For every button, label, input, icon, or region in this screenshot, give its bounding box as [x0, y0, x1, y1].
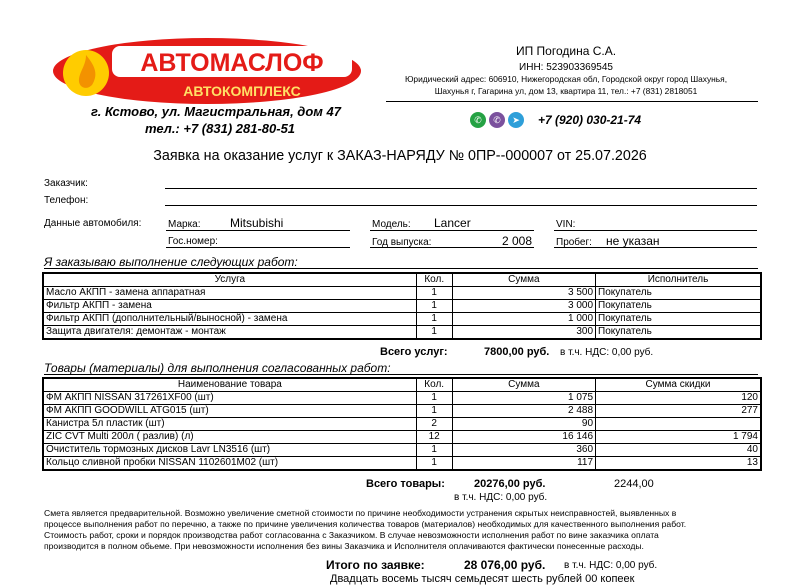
goods-table [42, 377, 762, 471]
table-row [43, 287, 761, 300]
goods-name: Кольцо сливной пробки NISSAN 1102601M02 (шт) [43, 457, 416, 471]
column-header: Сумма [452, 273, 595, 287]
company-name: ИП Погодина С.А. [515, 44, 617, 58]
goods-sum: 2 488 [452, 405, 595, 418]
grand-vat: в т.ч. НДС: 0,00 руб. [564, 560, 658, 571]
services-vat: в т.ч. НДС: 0,00 руб. [560, 347, 654, 358]
vin-label: VIN: [556, 219, 576, 230]
service-executor: Покупатель [596, 287, 761, 300]
viber-icon[interactable]: ✆ [489, 112, 505, 128]
make-label: Марка: [168, 219, 201, 230]
goods-name: ФМ АКПП GOODWILL ATG015 (шт) [43, 405, 416, 418]
logo-name: АВТОМАСЛОФ [140, 49, 324, 77]
goods-qty: 1 [416, 444, 452, 457]
telegram-icon[interactable]: ➤ [508, 112, 524, 128]
service-name: Защита двигателя: демонтаж - монтаж [43, 326, 416, 340]
table-row [43, 300, 761, 313]
goods-sum: 1 075 [452, 392, 595, 405]
goods-sum: 360 [452, 444, 595, 457]
service-qty: 1 [416, 300, 452, 313]
messenger-icons [470, 112, 524, 128]
table-row [43, 313, 761, 326]
service-sum: 1 000 [452, 313, 595, 326]
goods-heading: Товары (материалы) для выполнения согласованных работ: [44, 361, 391, 375]
services-total: 7800,00 руб. [484, 346, 550, 358]
goods-name: ФМ АКПП NISSAN 317261XF00 (шт) [43, 392, 416, 405]
service-name: Фильтр АКПП (дополнительный/выносной) - замена [43, 313, 416, 326]
year-label: Год выпуска: [372, 237, 432, 248]
table-row [43, 418, 761, 431]
messenger-phone: +7 (920) 030-21-74 [538, 113, 642, 127]
service-sum: 300 [452, 326, 595, 340]
service-name: Масло АКПП - замена аппаратная [43, 287, 416, 300]
document-title: Заявка на оказание услуг к ЗАКАЗ-НАРЯДУ № 0ПР--000007 от 25.07.2026 [153, 148, 647, 164]
brand-logo [52, 37, 362, 105]
goods-total: 20276,00 руб. [474, 478, 546, 490]
column-header: Исполнитель [596, 273, 761, 287]
whatsapp-icon[interactable]: ✆ [470, 112, 486, 128]
make-value: Mitsubishi [230, 216, 284, 230]
goods-name: Очиститель тормозных дисков Lavr LN3516 (шт) [43, 444, 416, 457]
phone-label: Телефон: [44, 195, 89, 206]
note-line: производится в полном обьеме. При невозможности исполнения без вины Заказчика и Исполнителя оплачиваются фактически понесенные расходы. [44, 541, 644, 551]
table-row [43, 444, 761, 457]
mileage-value: не указан [606, 234, 660, 248]
plate-label: Гос.номер: [168, 236, 218, 247]
goods-discount: 1 794 [596, 431, 761, 444]
service-qty: 1 [416, 287, 452, 300]
goods-qty: 2 [416, 418, 452, 431]
goods-qty: 1 [416, 392, 452, 405]
service-executor: Покупатель [596, 300, 761, 313]
column-header: Сумма [452, 378, 595, 392]
table-header-row [43, 378, 761, 392]
goods-sum: 16 146 [452, 431, 595, 444]
logo-subtitle: АВТОКОМПЛЕКС [183, 83, 301, 99]
vehicle-section-label: Данные автомобиля: [44, 218, 142, 229]
model-value: Lancer [434, 216, 471, 230]
column-header: Сумма скидки [596, 378, 761, 392]
goods-qty: 1 [416, 405, 452, 418]
column-header: Кол. [416, 273, 452, 287]
customer-label: Заказчик: [44, 178, 88, 189]
table-row [43, 405, 761, 418]
year-value: 2 008 [501, 234, 532, 248]
table-row [43, 457, 761, 471]
grand-total-in-words: Двадцать восемь тысяч семьдесят шесть рублей 00 копеек [330, 573, 635, 585]
services-heading: Я заказываю выполнение следующих работ: [44, 255, 298, 269]
note-line: процессе выполнения работ по перечню, а также по причине увеличения количества товаров (материалов) необходимых для качественного выполнения работ. [44, 519, 687, 529]
goods-name: Канистра 5л пластик (шт) [43, 418, 416, 431]
grand-total: 28 076,00 руб. [464, 558, 546, 572]
note-line: Стоимость работ, сроки и порядок производства работ согласованна с Заказчиком. В случае невозможности исполнения работ по вине заказчика оплата [44, 530, 659, 540]
table-row [43, 392, 761, 405]
legal-address-line: Шахунья г, Гагарина ул, дом 13, квартира 11, тел.: +7 (831) 2818051 [434, 86, 698, 96]
table-row [43, 326, 761, 340]
goods-total-label: Всего товары: [366, 478, 445, 490]
goods-discount: 13 [596, 457, 761, 471]
company-inn: ИНН: 523903369545 [519, 62, 613, 73]
grand-total-label: Итого по заявке: [326, 558, 425, 572]
table-header-row [43, 273, 761, 287]
goods-discount: 277 [596, 405, 761, 418]
service-executor: Покупатель [596, 326, 761, 340]
goods-total-discount: 2244,00 [614, 478, 654, 490]
service-qty: 1 [416, 313, 452, 326]
legal-address [380, 73, 752, 97]
goods-sum: 90 [452, 418, 595, 431]
table-row [43, 431, 761, 444]
service-qty: 1 [416, 326, 452, 340]
goods-qty: 12 [416, 431, 452, 444]
service-sum: 3 000 [452, 300, 595, 313]
goods-discount: 120 [596, 392, 761, 405]
legal-address-line: Юридический адрес: 606910, Нижегородская обл, Городской округ город Шахунья, [404, 74, 728, 84]
column-header: Услуга [43, 273, 416, 287]
goods-vat: в т.ч. НДС: 0,00 руб. [454, 492, 548, 503]
goods-sum: 117 [452, 457, 595, 471]
goods-discount: 40 [596, 444, 761, 457]
service-name: Фильтр АКПП - замена [43, 300, 416, 313]
service-sum: 3 500 [452, 287, 595, 300]
estimate-note [44, 508, 756, 552]
goods-discount [596, 418, 761, 431]
model-label: Модель: [372, 219, 411, 230]
goods-name: ZIC CVT Multi 200л ( разлив) (л) [43, 431, 416, 444]
column-header: Кол. [416, 378, 452, 392]
service-address: г. Кстово, ул. Магистральная, дом 47 [91, 104, 341, 119]
service-phone: тел.: +7 (831) 281-80-51 [144, 121, 296, 136]
mileage-label: Пробег: [556, 237, 592, 248]
service-executor: Покупатель [596, 313, 761, 326]
note-line: Смета является предварительной. Возможно увеличение сметной стоимости по причине необходимости устранения скрытых неисправностей, выявленных в [44, 508, 677, 518]
services-total-label: Всего услуг: [380, 346, 448, 358]
services-table [42, 272, 762, 340]
column-header: Наименование товара [43, 378, 416, 392]
goods-qty: 1 [416, 457, 452, 471]
